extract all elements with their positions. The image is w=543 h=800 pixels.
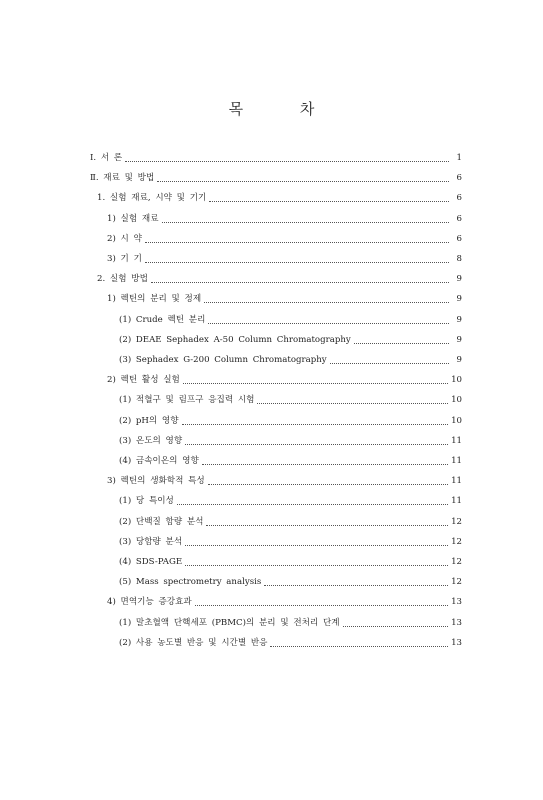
toc-entry-page-number: 11 [451, 476, 462, 487]
toc-entry[interactable] [119, 390, 462, 406]
toc-entry[interactable] [107, 209, 462, 225]
toc-entry-label: (1) 적혈구 및 림프구 응집력 시험 [119, 395, 255, 406]
toc-entry[interactable] [119, 532, 462, 548]
toc-entry-label: 1) 렉틴의 분리 및 정제 [107, 294, 202, 305]
toc-leader-dots [264, 577, 448, 586]
toc-entry[interactable] [107, 592, 462, 608]
toc-entry-label: (2) DEAE Sephadex A-50 Column Chromatography [119, 334, 351, 345]
toc-leader-dots [209, 193, 449, 202]
toc-entry-label: (3) 온도의 영향 [119, 435, 183, 446]
toc-entry[interactable] [107, 370, 462, 386]
toc-leader-dots [185, 557, 448, 566]
toc-entry[interactable] [119, 613, 462, 629]
toc-entry-page-number: 11 [451, 496, 462, 507]
toc-entry-label: (4) SDS-PAGE [119, 557, 183, 567]
toc-entry-page-number: 10 [451, 415, 462, 426]
toc-entry[interactable] [119, 572, 462, 588]
toc-leader-dots [125, 153, 449, 162]
toc-entry[interactable] [119, 552, 462, 568]
toc-entry[interactable] [107, 471, 462, 487]
toc-leader-dots [257, 395, 448, 404]
toc-entry-page-number: 12 [451, 516, 462, 527]
toc-leader-dots [157, 173, 449, 182]
toc-entry[interactable] [90, 168, 462, 184]
toc-entry-page-number: 12 [451, 536, 462, 547]
toc-entry[interactable] [107, 249, 462, 265]
toc-leader-dots [343, 618, 448, 627]
toc-entry[interactable] [107, 229, 462, 245]
toc-title: 목 차 [228, 100, 341, 118]
toc-entry-label: 1) 실험 재료 [107, 213, 159, 224]
toc-entry[interactable] [119, 512, 462, 528]
toc-leader-dots [145, 234, 449, 243]
toc-entry-page-number: 13 [451, 617, 462, 628]
toc-entry-label: 3) 기 기 [107, 254, 142, 264]
toc-entry[interactable] [119, 491, 462, 507]
toc-entry-page-number: 9 [456, 274, 462, 285]
toc-leader-dots [270, 638, 448, 647]
toc-entry[interactable] [97, 188, 462, 204]
toc-entry[interactable] [97, 269, 462, 285]
toc-leader-dots [145, 254, 449, 263]
toc-entry-label: 2) 렉틴 활성 실험 [107, 375, 180, 386]
toc-leader-dots [330, 355, 449, 364]
toc-entry-page-number: 6 [456, 233, 462, 244]
toc-leader-dots [206, 517, 448, 526]
toc-leader-dots [195, 597, 448, 606]
toc-entry[interactable] [107, 289, 462, 305]
toc-leader-dots [182, 416, 449, 425]
toc-entry-label: (1) Crude 렉틴 분리 [119, 314, 206, 325]
toc-entry-page-number: 8 [456, 254, 462, 264]
toc-entry-label: 2) 시 약 [107, 233, 142, 244]
toc-entry-page-number: 13 [451, 637, 462, 648]
toc-entry[interactable] [90, 148, 462, 164]
toc-entry-label: 3) 렉틴의 생화학적 특성 [107, 476, 205, 487]
toc-entry-label: (2) pH의 영향 [119, 415, 179, 426]
toc-entry-label: Ⅰ. 서 론 [90, 153, 123, 163]
toc-entry-label: (1) 당 특이성 [119, 496, 174, 507]
toc-entry-label: (4) 금속이온의 영향 [119, 456, 199, 466]
toc-entry-page-number: 10 [451, 375, 462, 386]
toc-entry-page-number: 12 [451, 577, 462, 588]
toc-entry-page-number: 9 [456, 314, 462, 325]
toc-leader-dots [202, 456, 448, 465]
toc-leader-dots [208, 476, 448, 485]
toc-entry-page-number: 11 [451, 456, 462, 466]
toc-entry[interactable] [119, 411, 462, 427]
toc-leader-dots [354, 335, 449, 344]
toc-entry[interactable] [119, 451, 462, 467]
toc-entry[interactable] [119, 330, 462, 346]
toc-leader-dots [177, 496, 448, 505]
toc-entry[interactable] [119, 350, 462, 366]
toc-entry-label: Ⅱ. 재료 및 방법 [90, 173, 155, 184]
toc-entry-page-number: 9 [456, 355, 462, 365]
toc-leader-dots [185, 537, 448, 546]
toc-entry[interactable] [119, 431, 462, 447]
toc-entry-label: 1. 실험 재료, 시약 및 기기 [97, 193, 207, 204]
toc-entry-page-number: 6 [456, 193, 462, 204]
toc-entry-label: (3) Sephadex G-200 Column Chromatography [119, 355, 327, 365]
toc-entry[interactable] [119, 310, 462, 326]
toc-entry-page-number: 11 [451, 435, 462, 446]
toc-leader-dots [162, 214, 450, 223]
toc-leader-dots [183, 375, 448, 384]
toc-leader-dots [208, 315, 449, 324]
toc-entry-label: (5) Mass spectrometry analysis [119, 577, 262, 588]
toc-entry-label: (3) 당함량 분석 [119, 536, 183, 547]
toc-entry-page-number: 6 [456, 173, 462, 184]
toc-entry-page-number: 12 [451, 557, 462, 567]
toc-entry[interactable] [119, 633, 462, 649]
toc-entry-page-number: 10 [451, 395, 462, 406]
toc-entry-label: (2) 단백질 함량 분석 [119, 516, 204, 527]
toc-entry-page-number: 9 [456, 334, 462, 345]
toc-entry-label: 2. 실험 방법 [97, 274, 148, 285]
toc-entry-label: (1) 말초혈액 단핵세포 (PBMC)의 분리 및 전처리 단계 [119, 617, 340, 628]
toc-entry-page-number: 6 [456, 213, 462, 224]
toc-leader-dots [151, 274, 449, 283]
toc-leader-dots [204, 294, 449, 303]
toc-entry-page-number: 9 [456, 294, 462, 305]
toc-leader-dots [185, 436, 448, 445]
toc-entry-label: (2) 사용 농도별 반응 및 시간별 반응 [119, 637, 268, 648]
toc-entry-label: 4) 면역기능 증강효과 [107, 597, 192, 608]
toc-entry-page-number: 13 [451, 597, 462, 608]
toc-entry-page-number: 1 [456, 153, 462, 163]
